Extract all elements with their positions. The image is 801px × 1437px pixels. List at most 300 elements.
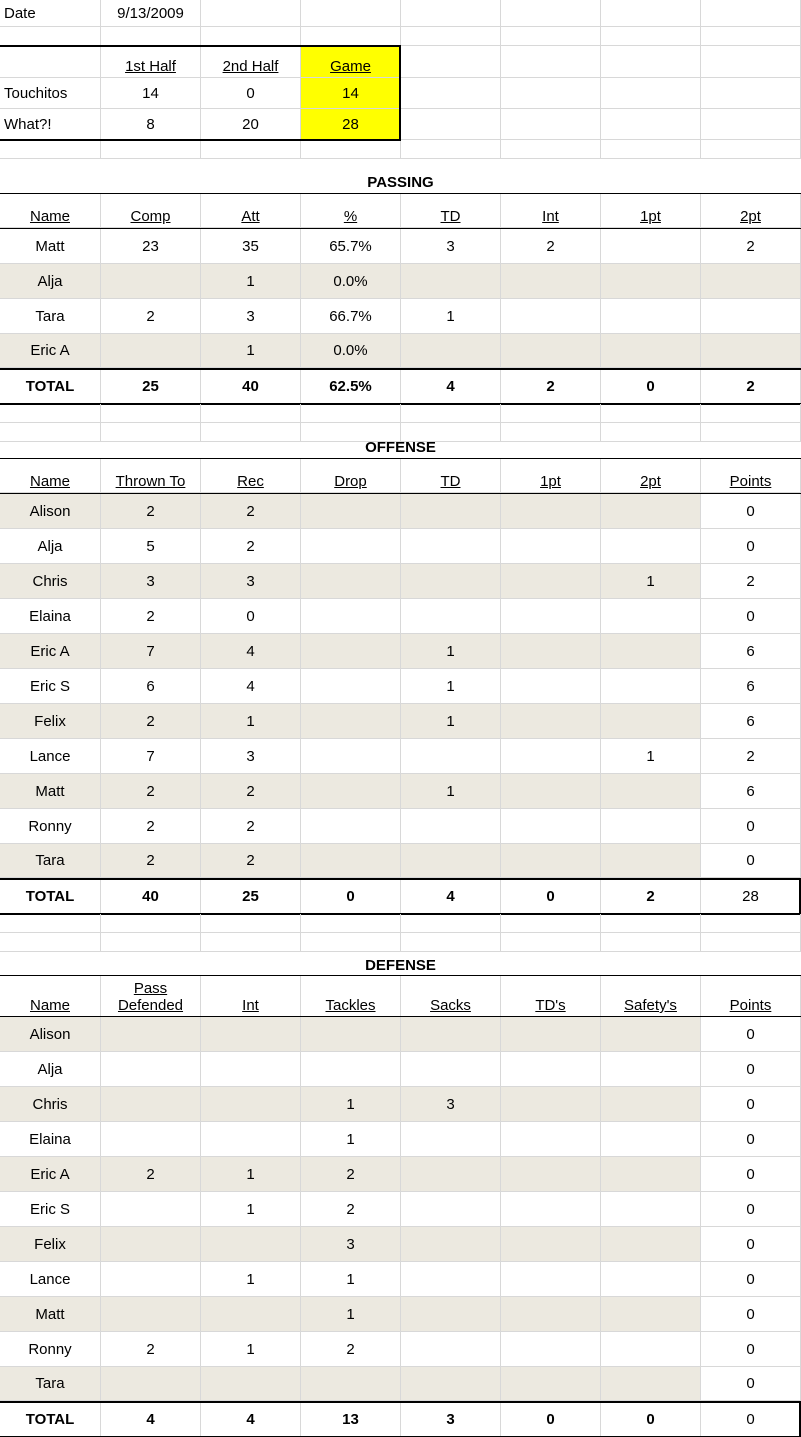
second-half-header[interactable]: 2nd Half — [201, 46, 301, 78]
stat-cell[interactable] — [401, 809, 501, 844]
passing-header-row — [0, 194, 801, 228]
total-cell[interactable]: 0 — [501, 1402, 601, 1437]
total-cell[interactable]: 3 — [401, 1402, 501, 1437]
stat-cell[interactable]: 1 — [201, 1262, 301, 1297]
game-header[interactable]: Game — [301, 46, 401, 78]
stat-cell[interactable]: 3 — [201, 564, 301, 599]
stat-cell[interactable] — [401, 1297, 501, 1332]
offense-row — [0, 809, 801, 844]
stat-cell[interactable]: 2 — [201, 529, 301, 564]
stat-cell[interactable]: 2 — [301, 1332, 401, 1367]
stat-cell[interactable] — [401, 529, 501, 564]
stat-cell[interactable] — [601, 1052, 701, 1087]
player-name[interactable]: Eric S — [0, 1192, 101, 1227]
stat-cell[interactable] — [401, 264, 501, 299]
stat-cell[interactable] — [601, 1087, 701, 1122]
stat-cell[interactable]: 2 — [101, 844, 201, 878]
second-half-score[interactable]: 0 — [201, 78, 301, 109]
stat-cell[interactable]: 0 — [701, 1297, 801, 1332]
stat-cell[interactable]: 1 — [401, 774, 501, 809]
stat-cell[interactable] — [501, 669, 601, 704]
stat-cell[interactable]: 3 — [101, 564, 201, 599]
player-name[interactable]: Ronny — [0, 809, 101, 844]
total-cell[interactable]: 25 — [201, 879, 301, 914]
player-name[interactable]: Elaina — [0, 599, 101, 634]
total-label[interactable]: TOTAL — [0, 369, 101, 404]
stat-cell[interactable] — [301, 599, 401, 634]
stat-cell[interactable]: 2 — [201, 809, 301, 844]
player-name[interactable]: Felix — [0, 704, 101, 739]
column-header[interactable]: Thrown To — [101, 459, 201, 493]
player-name[interactable]: Alison — [0, 1017, 101, 1052]
stat-cell[interactable]: 2 — [101, 494, 201, 529]
stat-cell[interactable] — [101, 1052, 201, 1087]
defense-title: DEFENSE — [365, 957, 436, 974]
column-header[interactable]: 1pt — [501, 459, 601, 493]
section-border — [0, 975, 801, 976]
stat-cell[interactable]: 0 — [701, 1087, 801, 1122]
stat-cell[interactable] — [601, 1157, 701, 1192]
stat-cell[interactable]: 0 — [701, 1332, 801, 1367]
column-header[interactable]: TD — [401, 194, 501, 228]
stat-cell[interactable] — [501, 1192, 601, 1227]
stat-cell[interactable] — [501, 564, 601, 599]
stat-cell[interactable]: 7 — [101, 634, 201, 669]
stat-cell[interactable] — [301, 844, 401, 878]
stat-cell[interactable]: 66.7% — [301, 299, 401, 334]
team-name[interactable]: What?! — [0, 109, 101, 140]
stat-cell[interactable]: 0 — [701, 1052, 801, 1087]
stat-cell[interactable]: 3 — [301, 1227, 401, 1262]
stat-cell[interactable]: 3 — [401, 1087, 501, 1122]
stat-cell[interactable]: 0 — [701, 1122, 801, 1157]
stat-cell[interactable]: 2 — [101, 599, 201, 634]
player-name[interactable]: Chris — [0, 1087, 101, 1122]
first-half-header[interactable]: 1st Half — [101, 46, 201, 78]
defense-row — [0, 1297, 801, 1332]
stat-cell[interactable]: 0 — [701, 529, 801, 564]
total-cell[interactable]: 25 — [101, 369, 201, 404]
offense-row — [0, 844, 801, 878]
column-header[interactable]: Name — [0, 976, 101, 1017]
stat-cell[interactable] — [501, 1017, 601, 1052]
stat-cell[interactable]: 6 — [101, 669, 201, 704]
stat-cell[interactable] — [301, 1367, 401, 1401]
stat-cell[interactable] — [301, 564, 401, 599]
total-cell[interactable]: 4 — [401, 879, 501, 914]
player-name[interactable]: Alja — [0, 1052, 101, 1087]
stat-cell[interactable]: 2 — [501, 229, 601, 264]
stat-cell[interactable]: 2 — [101, 1157, 201, 1192]
stat-cell[interactable] — [501, 1367, 601, 1401]
offense-row — [0, 704, 801, 739]
player-name[interactable]: Ronny — [0, 1332, 101, 1367]
player-name[interactable]: Matt — [0, 1297, 101, 1332]
stat-cell[interactable]: 6 — [701, 704, 801, 739]
stat-cell[interactable] — [501, 599, 601, 634]
first-half-score[interactable]: 14 — [101, 78, 201, 109]
stat-cell[interactable] — [101, 1087, 201, 1122]
stat-cell[interactable] — [401, 1017, 501, 1052]
stat-cell[interactable] — [101, 1122, 201, 1157]
stat-cell[interactable] — [301, 1017, 401, 1052]
stat-cell[interactable] — [501, 1297, 601, 1332]
stat-cell[interactable] — [401, 1052, 501, 1087]
stat-cell[interactable]: 1 — [301, 1087, 401, 1122]
stat-cell[interactable] — [401, 564, 501, 599]
stat-cell[interactable] — [501, 739, 601, 774]
offense-total-row — [0, 879, 801, 914]
stat-cell[interactable]: 0 — [701, 1157, 801, 1192]
section-border — [0, 458, 801, 459]
total-cell[interactable]: 4 — [101, 1402, 201, 1437]
stat-cell[interactable] — [201, 1297, 301, 1332]
stat-cell[interactable]: 4 — [201, 669, 301, 704]
column-header[interactable]: Rec — [201, 459, 301, 493]
total-cell[interactable]: 0 — [301, 879, 401, 914]
stat-cell[interactable] — [501, 1227, 601, 1262]
player-name[interactable]: Chris — [0, 564, 101, 599]
stat-cell[interactable] — [601, 229, 701, 264]
column-header[interactable]: Points — [701, 976, 801, 1017]
player-name[interactable]: Alja — [0, 529, 101, 564]
stat-cell[interactable] — [101, 1227, 201, 1262]
total-cell[interactable]: 40 — [101, 879, 201, 914]
stat-cell[interactable] — [201, 1227, 301, 1262]
stat-cell[interactable]: 0 — [701, 1192, 801, 1227]
stat-cell[interactable] — [301, 494, 401, 529]
player-name[interactable]: Tara — [0, 299, 101, 334]
stat-cell[interactable] — [401, 1262, 501, 1297]
stat-cell[interactable]: 2 — [701, 739, 801, 774]
column-header[interactable]: Int — [501, 194, 601, 228]
total-cell[interactable]: 0 — [701, 1402, 801, 1437]
stat-cell[interactable] — [401, 1122, 501, 1157]
column-header[interactable]: Points — [701, 459, 801, 493]
stat-cell[interactable] — [701, 299, 801, 334]
stat-cell[interactable]: 0 — [701, 809, 801, 844]
defense-row — [0, 1052, 801, 1087]
total-cell[interactable]: 28 — [701, 879, 801, 914]
stat-cell[interactable]: 0 — [701, 599, 801, 634]
date-label[interactable]: Date — [0, 0, 101, 27]
stat-cell[interactable] — [601, 1192, 701, 1227]
stat-cell[interactable] — [501, 529, 601, 564]
player-name[interactable]: Eric A — [0, 634, 101, 669]
cell[interactable] — [301, 0, 401, 27]
stat-cell[interactable] — [601, 299, 701, 334]
column-header[interactable]: Name — [0, 194, 101, 228]
stat-cell[interactable] — [601, 1332, 701, 1367]
stat-cell[interactable] — [601, 264, 701, 299]
stat-cell[interactable] — [401, 1367, 501, 1401]
stat-cell[interactable] — [501, 1262, 601, 1297]
stat-cell[interactable]: 0 — [701, 1367, 801, 1401]
stat-cell[interactable] — [501, 704, 601, 739]
stat-cell[interactable] — [501, 299, 601, 334]
column-header[interactable]: Int — [201, 976, 301, 1017]
stat-cell[interactable] — [501, 634, 601, 669]
stat-cell[interactable]: 4 — [201, 634, 301, 669]
stat-cell[interactable] — [101, 334, 201, 368]
stat-cell[interactable] — [101, 1367, 201, 1401]
score-box-border — [0, 45, 401, 47]
stat-cell[interactable]: 1 — [201, 1332, 301, 1367]
player-name[interactable]: Eric A — [0, 1157, 101, 1192]
stat-cell[interactable] — [501, 1087, 601, 1122]
stat-cell[interactable] — [301, 809, 401, 844]
stat-cell[interactable] — [601, 704, 701, 739]
date-value[interactable]: 9/13/2009 — [101, 0, 201, 27]
stat-cell[interactable] — [701, 334, 801, 368]
column-header[interactable]: TD's — [501, 976, 601, 1017]
player-name[interactable]: Alison — [0, 494, 101, 529]
total-cell[interactable]: 2 — [501, 369, 601, 404]
offense-row — [0, 739, 801, 774]
total-cell[interactable]: 0 — [601, 369, 701, 404]
stat-cell[interactable] — [301, 739, 401, 774]
stat-cell[interactable] — [501, 809, 601, 844]
stat-cell[interactable]: 1 — [301, 1122, 401, 1157]
stat-cell[interactable]: 2 — [101, 809, 201, 844]
offense-row — [0, 774, 801, 809]
blank-row — [0, 404, 801, 423]
stat-cell[interactable] — [501, 1052, 601, 1087]
player-name[interactable]: Matt — [0, 774, 101, 809]
offense-row — [0, 634, 801, 669]
column-header[interactable]: TD — [401, 459, 501, 493]
player-name[interactable]: Matt — [0, 229, 101, 264]
column-header[interactable]: 2pt — [701, 194, 801, 228]
defense-row — [0, 1332, 801, 1367]
score-box-border — [399, 45, 401, 141]
stat-cell[interactable] — [201, 1087, 301, 1122]
stat-cell[interactable]: 1 — [201, 334, 301, 368]
game-score[interactable]: 28 — [301, 109, 401, 140]
stat-cell[interactable] — [101, 1262, 201, 1297]
team-name[interactable]: Touchitos — [0, 78, 101, 109]
player-name[interactable]: Eric A — [0, 334, 101, 368]
stat-cell[interactable]: 2 — [201, 774, 301, 809]
passing-row — [0, 229, 801, 264]
player-name[interactable]: Felix — [0, 1227, 101, 1262]
player-name[interactable]: Lance — [0, 1262, 101, 1297]
column-header[interactable]: Name — [0, 459, 101, 493]
stat-cell[interactable] — [601, 1367, 701, 1401]
column-header[interactable]: Comp — [101, 194, 201, 228]
player-name[interactable]: Tara — [0, 844, 101, 878]
cell[interactable] — [501, 0, 601, 27]
stat-cell[interactable]: 1 — [401, 634, 501, 669]
stat-cell[interactable]: 5 — [101, 529, 201, 564]
total-label[interactable]: TOTAL — [0, 879, 101, 914]
stat-cell[interactable]: 3 — [201, 299, 301, 334]
column-header[interactable]: 2pt — [601, 459, 701, 493]
stat-cell[interactable]: 2 — [201, 494, 301, 529]
stat-cell[interactable]: 0 — [701, 1227, 801, 1262]
stat-cell[interactable]: 1 — [201, 264, 301, 299]
game-score[interactable]: 14 — [301, 78, 401, 109]
stat-cell[interactable]: 6 — [701, 634, 801, 669]
stat-cell[interactable] — [601, 599, 701, 634]
stat-cell[interactable]: 65.7% — [301, 229, 401, 264]
column-header[interactable]: 1pt — [601, 194, 701, 228]
stat-cell[interactable] — [601, 494, 701, 529]
stat-cell[interactable] — [401, 334, 501, 368]
stat-cell[interactable] — [301, 704, 401, 739]
stat-cell[interactable]: 1 — [201, 704, 301, 739]
stat-cell[interactable] — [401, 739, 501, 774]
stat-cell[interactable] — [301, 529, 401, 564]
total-cell[interactable]: 62.5% — [301, 369, 401, 404]
stat-cell[interactable] — [301, 669, 401, 704]
stat-cell[interactable]: 2 — [101, 299, 201, 334]
total-cell[interactable]: 13 — [301, 1402, 401, 1437]
player-name[interactable]: Lance — [0, 739, 101, 774]
stat-cell[interactable] — [101, 1297, 201, 1332]
stat-cell[interactable] — [601, 334, 701, 368]
stat-cell[interactable] — [501, 1122, 601, 1157]
stat-cell[interactable] — [201, 1122, 301, 1157]
stat-cell[interactable]: 1 — [201, 1157, 301, 1192]
stat-cell[interactable] — [501, 264, 601, 299]
stat-cell[interactable] — [701, 264, 801, 299]
column-header[interactable]: Safety's — [601, 976, 701, 1017]
stat-cell[interactable]: 7 — [101, 739, 201, 774]
cell[interactable] — [201, 0, 301, 27]
stat-cell[interactable]: 2 — [701, 229, 801, 264]
stat-cell[interactable] — [101, 1192, 201, 1227]
player-name[interactable]: Tara — [0, 1367, 101, 1401]
stat-cell[interactable] — [601, 669, 701, 704]
stat-cell[interactable] — [401, 494, 501, 529]
stat-cell[interactable]: 2 — [701, 564, 801, 599]
stat-cell[interactable]: 3 — [201, 739, 301, 774]
second-half-score[interactable]: 20 — [201, 109, 301, 140]
stat-cell[interactable] — [601, 844, 701, 878]
stat-cell[interactable]: 2 — [301, 1192, 401, 1227]
defense-row — [0, 1227, 801, 1262]
total-cell[interactable]: 4 — [401, 369, 501, 404]
offense-title: OFFENSE — [365, 439, 436, 456]
total-cell[interactable]: 2 — [701, 369, 801, 404]
stat-cell[interactable]: 6 — [701, 774, 801, 809]
total-border — [0, 368, 801, 370]
stat-cell[interactable] — [301, 1052, 401, 1087]
player-name[interactable]: Elaina — [0, 1122, 101, 1157]
total-cell[interactable]: 0 — [601, 1402, 701, 1437]
stat-cell[interactable]: 1 — [401, 669, 501, 704]
stat-cell[interactable] — [101, 264, 201, 299]
date-row — [0, 0, 801, 27]
stat-cell[interactable]: 2 — [201, 844, 301, 878]
stat-cell[interactable]: 0 — [201, 599, 301, 634]
stat-cell[interactable]: 23 — [101, 229, 201, 264]
stat-cell[interactable]: 2 — [101, 1332, 201, 1367]
total-border — [0, 1401, 801, 1403]
cell[interactable] — [401, 0, 501, 27]
stat-cell[interactable] — [601, 809, 701, 844]
stat-cell[interactable] — [601, 1262, 701, 1297]
stat-cell[interactable] — [401, 1157, 501, 1192]
stat-cell[interactable] — [201, 1367, 301, 1401]
stat-cell[interactable] — [601, 1017, 701, 1052]
cell[interactable] — [601, 0, 701, 27]
column-header[interactable]: % — [301, 194, 401, 228]
stat-cell[interactable]: 0 — [701, 844, 801, 878]
stat-cell[interactable] — [601, 1297, 701, 1332]
stat-cell[interactable]: 1 — [401, 299, 501, 334]
stat-cell[interactable] — [201, 1017, 301, 1052]
stat-cell[interactable]: 2 — [101, 704, 201, 739]
stat-cell[interactable] — [601, 1122, 701, 1157]
total-label[interactable]: TOTAL — [0, 1402, 101, 1437]
stat-cell[interactable] — [501, 1332, 601, 1367]
total-cell[interactable]: 4 — [201, 1402, 301, 1437]
stat-cell[interactable] — [501, 844, 601, 878]
first-half-score[interactable]: 8 — [101, 109, 201, 140]
column-header[interactable]: Tackles — [301, 976, 401, 1017]
stat-cell[interactable]: 1 — [301, 1297, 401, 1332]
player-name[interactable]: Alja — [0, 264, 101, 299]
stat-cell[interactable] — [501, 494, 601, 529]
stat-cell[interactable]: 1 — [301, 1262, 401, 1297]
stat-cell[interactable]: 0 — [701, 1017, 801, 1052]
stat-cell[interactable]: 1 — [601, 739, 701, 774]
stat-cell[interactable] — [601, 634, 701, 669]
defense-row — [0, 1262, 801, 1297]
stat-cell[interactable] — [501, 774, 601, 809]
stat-cell[interactable] — [401, 844, 501, 878]
total-cell[interactable]: 40 — [201, 369, 301, 404]
stat-cell[interactable] — [601, 774, 701, 809]
stat-cell[interactable]: 0.0% — [301, 334, 401, 368]
column-header[interactable]: Att — [201, 194, 301, 228]
stat-cell[interactable]: 0 — [701, 1262, 801, 1297]
stat-cell[interactable]: 2 — [301, 1157, 401, 1192]
column-header[interactable] — [101, 976, 201, 1017]
stat-cell[interactable] — [301, 774, 401, 809]
total-cell[interactable]: 0 — [501, 879, 601, 914]
stat-cell[interactable]: 1 — [201, 1192, 301, 1227]
stat-cell[interactable] — [501, 334, 601, 368]
cell[interactable] — [701, 0, 801, 27]
stat-cell[interactable] — [301, 634, 401, 669]
stat-cell[interactable] — [401, 1227, 501, 1262]
stat-cell[interactable] — [601, 529, 701, 564]
stat-cell[interactable]: 0 — [701, 494, 801, 529]
stat-cell[interactable]: 1 — [401, 704, 501, 739]
stat-cell[interactable]: 35 — [201, 229, 301, 264]
stat-cell[interactable]: 1 — [601, 564, 701, 599]
stat-cell[interactable] — [601, 1227, 701, 1262]
stat-cell[interactable]: 6 — [701, 669, 801, 704]
stat-cell[interactable] — [501, 1157, 601, 1192]
offense-row — [0, 564, 801, 599]
total-cell[interactable]: 2 — [601, 879, 701, 914]
player-name[interactable]: Eric S — [0, 669, 101, 704]
column-header[interactable]: Drop — [301, 459, 401, 493]
stat-cell[interactable]: 2 — [101, 774, 201, 809]
stat-cell[interactable] — [101, 1017, 201, 1052]
stat-cell[interactable]: 0.0% — [301, 264, 401, 299]
stat-cell[interactable] — [201, 1052, 301, 1087]
stat-cell[interactable] — [401, 1332, 501, 1367]
stat-cell[interactable] — [401, 1192, 501, 1227]
column-header[interactable]: Sacks — [401, 976, 501, 1017]
stat-cell[interactable] — [401, 599, 501, 634]
stat-cell[interactable]: 3 — [401, 229, 501, 264]
